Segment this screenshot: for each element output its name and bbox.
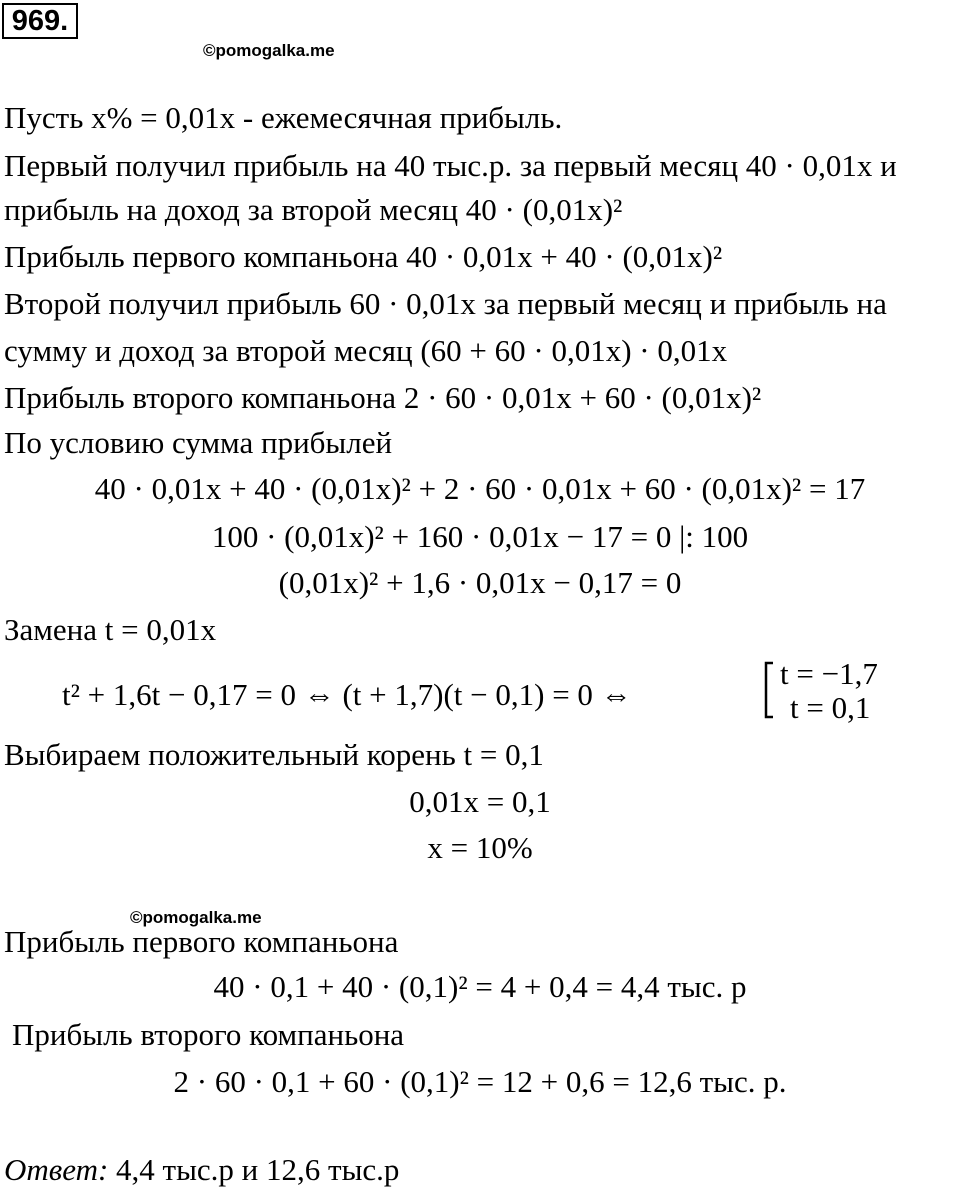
watermark-top: ©pomogalka.me [203,41,335,60]
root-negative: t = −1,7 [780,656,878,691]
answer-value: 4,4 тыс.р и 12,6 тыс.р [116,1152,400,1187]
text-line-3: прибыль на доход за второй месяц 40 · (0,01x)² [4,192,623,227]
system-bracket [762,660,776,720]
answer-label: Ответ: [4,1152,109,1187]
text-line-8: По условию сумма прибылей [4,425,393,460]
equation-sum: 40 · 0,01x + 40 · (0,01x)² + 2 · 60 · 0,01x + 60 · (0,01x)² = 17 [94,471,866,506]
text-line-7: Прибыль второго компаньона 2 · 60 · 0,01x + 60 · (0,01x)² [4,380,762,415]
equation-t-value: 0,01x = 0,1 [409,784,551,819]
watermark-middle: ©pomogalka.me [130,908,262,927]
text-line-6: сумму и доход за второй месяц (60 + 60 · 0,01x) · 0,01x [4,333,728,368]
equation-simplified: 100 · (0,01x)² + 160 · 0,01x − 17 = 0 |: 100 [211,519,749,554]
equation-divided: (0,01x)² + 1,6 · 0,01x − 0,17 = 0 [278,565,682,600]
text-line-first-profit: Прибыль первого компаньона [4,924,399,959]
problem-number: 969. [2,3,78,39]
text-line-5: Второй получил прибыль 60 · 0,01x за первый месяц и прибыль на [4,286,887,321]
text-line-4: Прибыль первого компаньона 40 · 0,01x + 40 · (0,01x)² [4,239,723,274]
text-line-2: Первый получил прибыль на 40 тыс.р. за первый месяц 40 · 0,01x и [4,148,897,183]
text-line-substitution: Замена t = 0,01x [4,612,217,647]
answer-line [4,1150,399,1190]
text-line-positive-root: Выбираем положительный корень t = 0,1 [4,737,544,772]
equation-quadratic: t² + 1,6t − 0,17 = 0 ⇔ (t + 1,7)(t − 0,1) = 0 ⇔ [62,677,632,712]
text-line-second-profit: Прибыль второго компаньона [12,1017,405,1052]
equation-first-profit: 40 · 0,1 + 40 · (0,1)² = 4 + 0,4 = 4,4 тыс. р [213,969,747,1004]
text-line-1: Пусть x% = 0,01x - ежемесячная прибыль. [4,100,563,135]
equation-x-value: x = 10% [427,830,533,865]
root-positive: t = 0,1 [790,690,871,725]
equation-second-profit: 2 · 60 · 0,1 + 60 · (0,1)² = 12 + 0,6 = 12,6 тыс. р. [173,1064,787,1099]
